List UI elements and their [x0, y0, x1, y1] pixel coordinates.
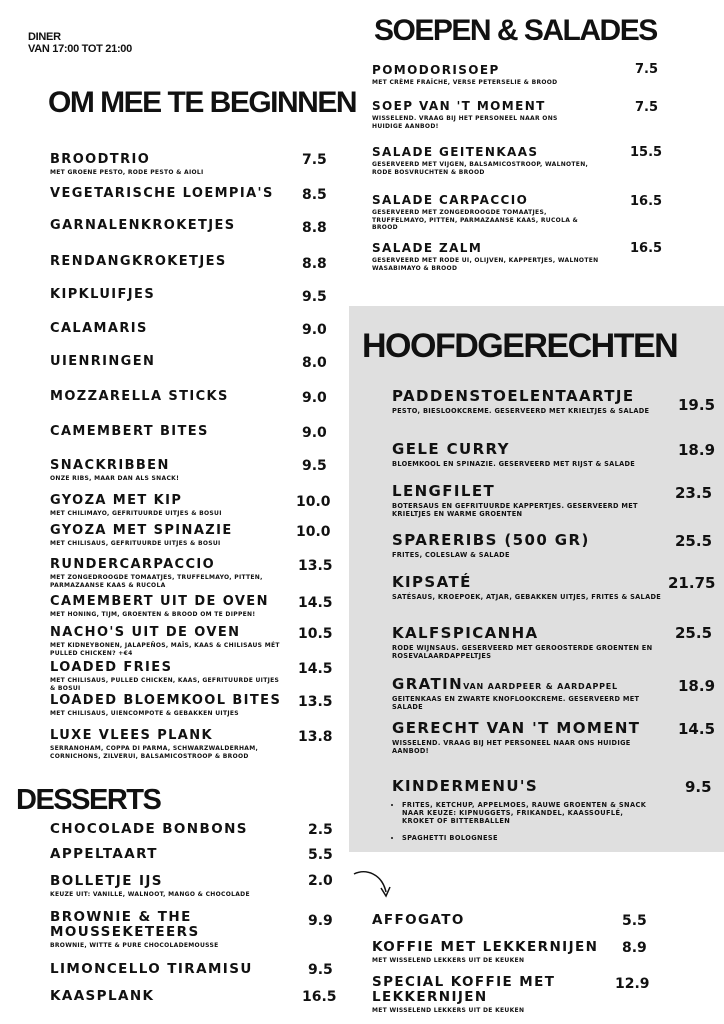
item-price: 9.5: [302, 289, 327, 305]
item-price: 5.5: [308, 847, 333, 863]
service-label: DINER: [28, 31, 61, 43]
item-price: 18.9: [678, 441, 716, 459]
item-name: KINDERMENU'S: [392, 777, 539, 795]
item-name: RUNDERCARPACCIO: [50, 557, 216, 572]
item-name: PADDENSTOELENTAARTJE: [392, 387, 635, 405]
menu-item: [50, 822, 248, 837]
item-price: 10.0: [296, 494, 331, 510]
item-price: 9.5: [685, 778, 712, 796]
item-description: GEITENKAAS EN ZWARTE KNOFLOOKCREME. GESERVEERD MET SALADE: [392, 694, 640, 711]
item-name: LOADED BLOEMKOOL BITES: [50, 693, 282, 708]
curved-arrow-icon: [352, 870, 394, 904]
item-description: MET GROENE PESTO, RODE PESTO & AIOLI: [50, 169, 204, 177]
item-description: MET CHILISAUS, UIENCOMPOTE & GEBAKKEN UITJES: [50, 710, 239, 718]
item-name: VEGETARISCHE LOEMPIA'S: [50, 186, 274, 201]
menu-item: [372, 242, 602, 272]
menu-item: [50, 153, 204, 177]
soups-title: SOEPEN & SALADES: [374, 14, 657, 47]
item-name: UIENRINGEN: [50, 354, 156, 369]
menu-item: [372, 64, 582, 87]
menu-item: [372, 975, 572, 1014]
item-name: BROODTRIO: [50, 152, 151, 167]
menu-item: [50, 661, 282, 692]
menu-item: [372, 146, 590, 176]
item-name: LIMONCELLO TIRAMISU: [50, 961, 253, 977]
item-name: SALADE GEITENKAAS: [372, 145, 539, 159]
menu-item: [392, 483, 668, 519]
menu-item: [50, 729, 285, 760]
service-hours: [28, 31, 132, 55]
menu-item: [50, 219, 236, 233]
menu-item: [50, 874, 250, 898]
item-price: 15.5: [630, 145, 663, 160]
item-description: MET WISSELEND LEKKERS UIT DE KEUKEN: [372, 956, 525, 964]
menu-item: [392, 532, 668, 559]
menu-item: [392, 441, 672, 468]
item-price: 25.5: [675, 624, 713, 642]
menu-item: [50, 989, 154, 1004]
item-name: APPELTAART: [50, 846, 158, 862]
starters-title: OM MEE TE BEGINNEN: [48, 86, 357, 119]
menu-item: [372, 194, 584, 232]
item-price: 5.5: [622, 913, 647, 929]
item-name: LOADED FRIES: [50, 660, 173, 675]
item-price: 10.0: [296, 524, 331, 540]
menu-item: [50, 558, 290, 589]
item-description: PESTO, BIESLOOKCREME. GESERVEERD MET KRIELTJES & SALADE: [392, 406, 650, 415]
menu-item: [50, 355, 155, 369]
item-name: SPARERIBS (500 GR): [392, 531, 590, 549]
item-description: BROWNIE, WITTE & PURE CHOCOLADEMOUSSE: [50, 941, 219, 949]
menu-item: [50, 694, 281, 718]
item-price: 8.0: [302, 355, 327, 371]
item-name-main: GRATIN: [392, 675, 464, 693]
menu-item: [50, 288, 155, 302]
item-description: MET ZONGEDROOGDE TOMAATJES, TRUFFELMAYO, PITTEN, PARMAZAANSE KAAS & RUCOLA: [50, 574, 263, 589]
item-price: 21.75: [668, 574, 716, 592]
item-price: 9.5: [302, 458, 327, 474]
item-name: KOFFIE MET LEKKERNIJEN: [372, 939, 599, 955]
menu-item: [50, 962, 253, 977]
item-description: GESERVEERD MET VIJGEN, BALSAMICOSTROOP, WALNOTEN, RODE BOSVRUCHTEN & BROOD: [372, 161, 589, 176]
item-name: LENGFILET: [392, 482, 496, 500]
item-price: 23.5: [675, 484, 713, 502]
desserts-title: DESSERTS: [16, 784, 161, 816]
menu-item: [50, 847, 158, 862]
menu-item: [50, 322, 148, 336]
item-description: FRITES, COLESLAW & SALADE: [392, 550, 510, 559]
menu-item: [392, 625, 672, 661]
menu-item: [372, 940, 598, 964]
item-name-suffix: VAN AARDPEER & AARDAPPEL: [463, 682, 618, 691]
item-description: BOTERSAUS EN GEFRITUURDE KAPPERTJES. GESERVEERD MET KRIELTJES EN WARME GROENTEN: [392, 501, 638, 518]
menu-item: [392, 574, 664, 601]
item-price: 9.0: [302, 322, 327, 338]
item-description: MET CHILISAUS, PULLED CHICKEN, KAAS, GEFRITUURDE UITJES & BOSUI: [50, 677, 280, 692]
menu-item: [50, 524, 233, 548]
item-description: WISSELEND. VRAAG BIJ HET PERSONEEL NAAR ONS HUIDIGE AANBOD!: [392, 738, 631, 755]
item-price: 25.5: [675, 532, 713, 550]
item-description: GESERVEERD MET RODE UI, OLIJVEN, KAPPERTJES, WALNOTEN WASABIMAYO & BROOD: [372, 257, 599, 272]
item-price: 7.5: [635, 100, 659, 115]
kids-option: • SPAGHETTI BOLOGNESE: [402, 834, 654, 842]
item-name: GELE CURRY: [392, 440, 510, 458]
menu-item: [392, 388, 664, 415]
item-name: LUXE VLEES PLANK: [50, 728, 214, 743]
menu-item: [392, 676, 664, 712]
item-price: 13.5: [298, 694, 333, 710]
menu-item: [50, 595, 269, 619]
item-name: KIPKLUIFJES: [50, 287, 156, 302]
item-price: 12.9: [615, 976, 650, 992]
item-description: MET CRÈME FRAÎCHE, VERSE PETERSELIE & BROOD: [372, 79, 558, 87]
item-price: 9.0: [302, 425, 327, 441]
menu-item: [50, 425, 209, 439]
item-name: POMODORISOEP: [372, 63, 500, 77]
kids-option: • FRITES, KETCHUP, APPELMOES, RAUWE GROENTEN & SNACK NAAR KEUZE: KIPNUGGETS, FRIKANDEL, KAASSOUFLÉ, KROKET OF BITTERBALLEN: [402, 801, 654, 825]
item-price: 16.5: [630, 241, 663, 256]
menu-item: [50, 910, 250, 949]
item-description: BLOEMKOOL EN SPINAZIE. GESERVEERD MET RIJST & SALADE: [392, 459, 636, 468]
item-name: CHOCOLADE BONBONS: [50, 821, 248, 837]
item-name: GYOZA MET KIP: [50, 493, 183, 508]
kids-options: [392, 801, 654, 842]
item-name: SALADE CARPACCIO: [372, 193, 529, 207]
kids-menu: [392, 778, 654, 851]
item-name: BOLLETJE IJS: [50, 873, 163, 889]
item-price: 14.5: [678, 720, 716, 738]
item-description: MET KIDNEYBONEN, JALAPEÑOS, MAÏS, KAAS & CHILISAUS MÉT PULLED CHICKEN? +€4: [50, 642, 280, 657]
item-name: RENDANGKROKETJES: [50, 254, 227, 269]
item-price: 7.5: [302, 152, 327, 168]
item-name: KALFSPICANHA: [392, 624, 539, 642]
item-price: 8.5: [302, 187, 327, 203]
item-name: CAMEMBERT UIT DE OVEN: [50, 594, 269, 609]
item-description: MET CHILISAUS, GEFRITUURDE UITJES & BOSUI: [50, 540, 221, 548]
item-description: GESERVEERD MET ZONGEDROOGDE TOMAATJES, TRUFFELMAYO, PITTEN, PARMAZAANSE KAAS, RUCOLA & BROOD: [372, 209, 579, 232]
item-price: 10.5: [298, 626, 333, 642]
item-description: RODE WIJNSAUS. GESERVEERD MET GEROOSTERDE GROENTEN EN ROSEVALAARDAPPELTJES: [392, 643, 653, 660]
menu-item: [50, 187, 274, 201]
item-name: SALADE ZALM: [372, 241, 483, 255]
item-name: SPECIAL KOFFIE MET LEKKERNIJEN: [372, 974, 556, 1005]
item-name: NACHO'S UIT DE OVEN: [50, 625, 241, 640]
item-name: CALAMARIS: [50, 321, 148, 336]
item-price: 16.5: [302, 989, 337, 1005]
item-price: 9.9: [308, 913, 333, 929]
item-price: 8.8: [302, 220, 327, 236]
item-price: 7.5: [635, 62, 659, 77]
item-description: MET CHILIMAYO, GEFRITUURDE UITJES & BOSUI: [50, 510, 222, 518]
item-name: GERECHT VAN 'T MOMENT: [392, 719, 641, 737]
item-price: 2.5: [308, 822, 333, 838]
menu-item: [50, 494, 222, 518]
item-name: [392, 676, 664, 693]
item-price: 9.0: [302, 390, 327, 406]
menu-item: [372, 100, 590, 130]
item-price: 18.9: [678, 677, 716, 695]
item-name: AFFOGATO: [372, 912, 465, 928]
item-price: 8.9: [622, 940, 647, 956]
menu-item: [392, 720, 664, 756]
item-name: KIPSATÉ: [392, 573, 472, 591]
item-name: CAMEMBERT BITES: [50, 424, 209, 439]
item-description: KEUZE UIT: VANILLE, WALNOOT, MANGO & CHOCOLADE: [50, 890, 250, 898]
item-price: 13.5: [298, 558, 333, 574]
item-name: MOZZARELLA STICKS: [50, 389, 229, 404]
item-price: 19.5: [678, 396, 716, 414]
item-name: BROWNIE & THE MOUSSEKETEERS: [50, 909, 200, 940]
mains-title: HOOFDGERECHTEN: [362, 327, 678, 365]
item-name: GYOZA MET SPINAZIE: [50, 523, 233, 538]
item-description: SERRANOHAM, COPPA DI PARMA, SCHWARZWALDERHAM, CORNICHONS, ZILVERUI, BALSAMICOSTROOP & BROOD: [50, 745, 259, 760]
item-name: KAASPLANK: [50, 988, 155, 1004]
menu-item: [372, 913, 465, 928]
item-price: 9.5: [308, 962, 333, 978]
item-name: SNACKRIBBEN: [50, 458, 170, 473]
menu-item: [50, 255, 227, 269]
item-price: 16.5: [630, 194, 663, 209]
menu-item: [50, 459, 179, 483]
menu-item: [50, 390, 229, 404]
item-name: GARNALENKROKETJES: [50, 218, 236, 233]
item-price: 14.5: [298, 661, 333, 677]
menu-item: [50, 626, 282, 657]
item-description: WISSELEND. VRAAG BIJ HET PERSONEEL NAAR ONS HUIDIGE AANBOD!: [372, 115, 558, 130]
item-price: 8.8: [302, 256, 327, 272]
item-price: 14.5: [298, 595, 333, 611]
item-price: 13.8: [298, 729, 333, 745]
service-time: VAN 17:00 TOT 21:00: [28, 43, 132, 55]
item-name: SOEP VAN 'T MOMENT: [372, 99, 546, 113]
item-description: ONZE RIBS, MAAR DAN ALS SNACK!: [50, 475, 180, 483]
item-description: MET HONING, TIJM, GROENTEN & BROOD OM TE DIPPEN!: [50, 611, 256, 619]
item-description: MET WISSELEND LEKKERS UIT DE KEUKEN: [372, 1006, 525, 1014]
item-price: 2.0: [308, 873, 333, 889]
item-description: SATÉSAUS, KROEPOEK, ATJAR, GEBAKKEN UITJES, FRITES & SALADE: [392, 592, 662, 601]
